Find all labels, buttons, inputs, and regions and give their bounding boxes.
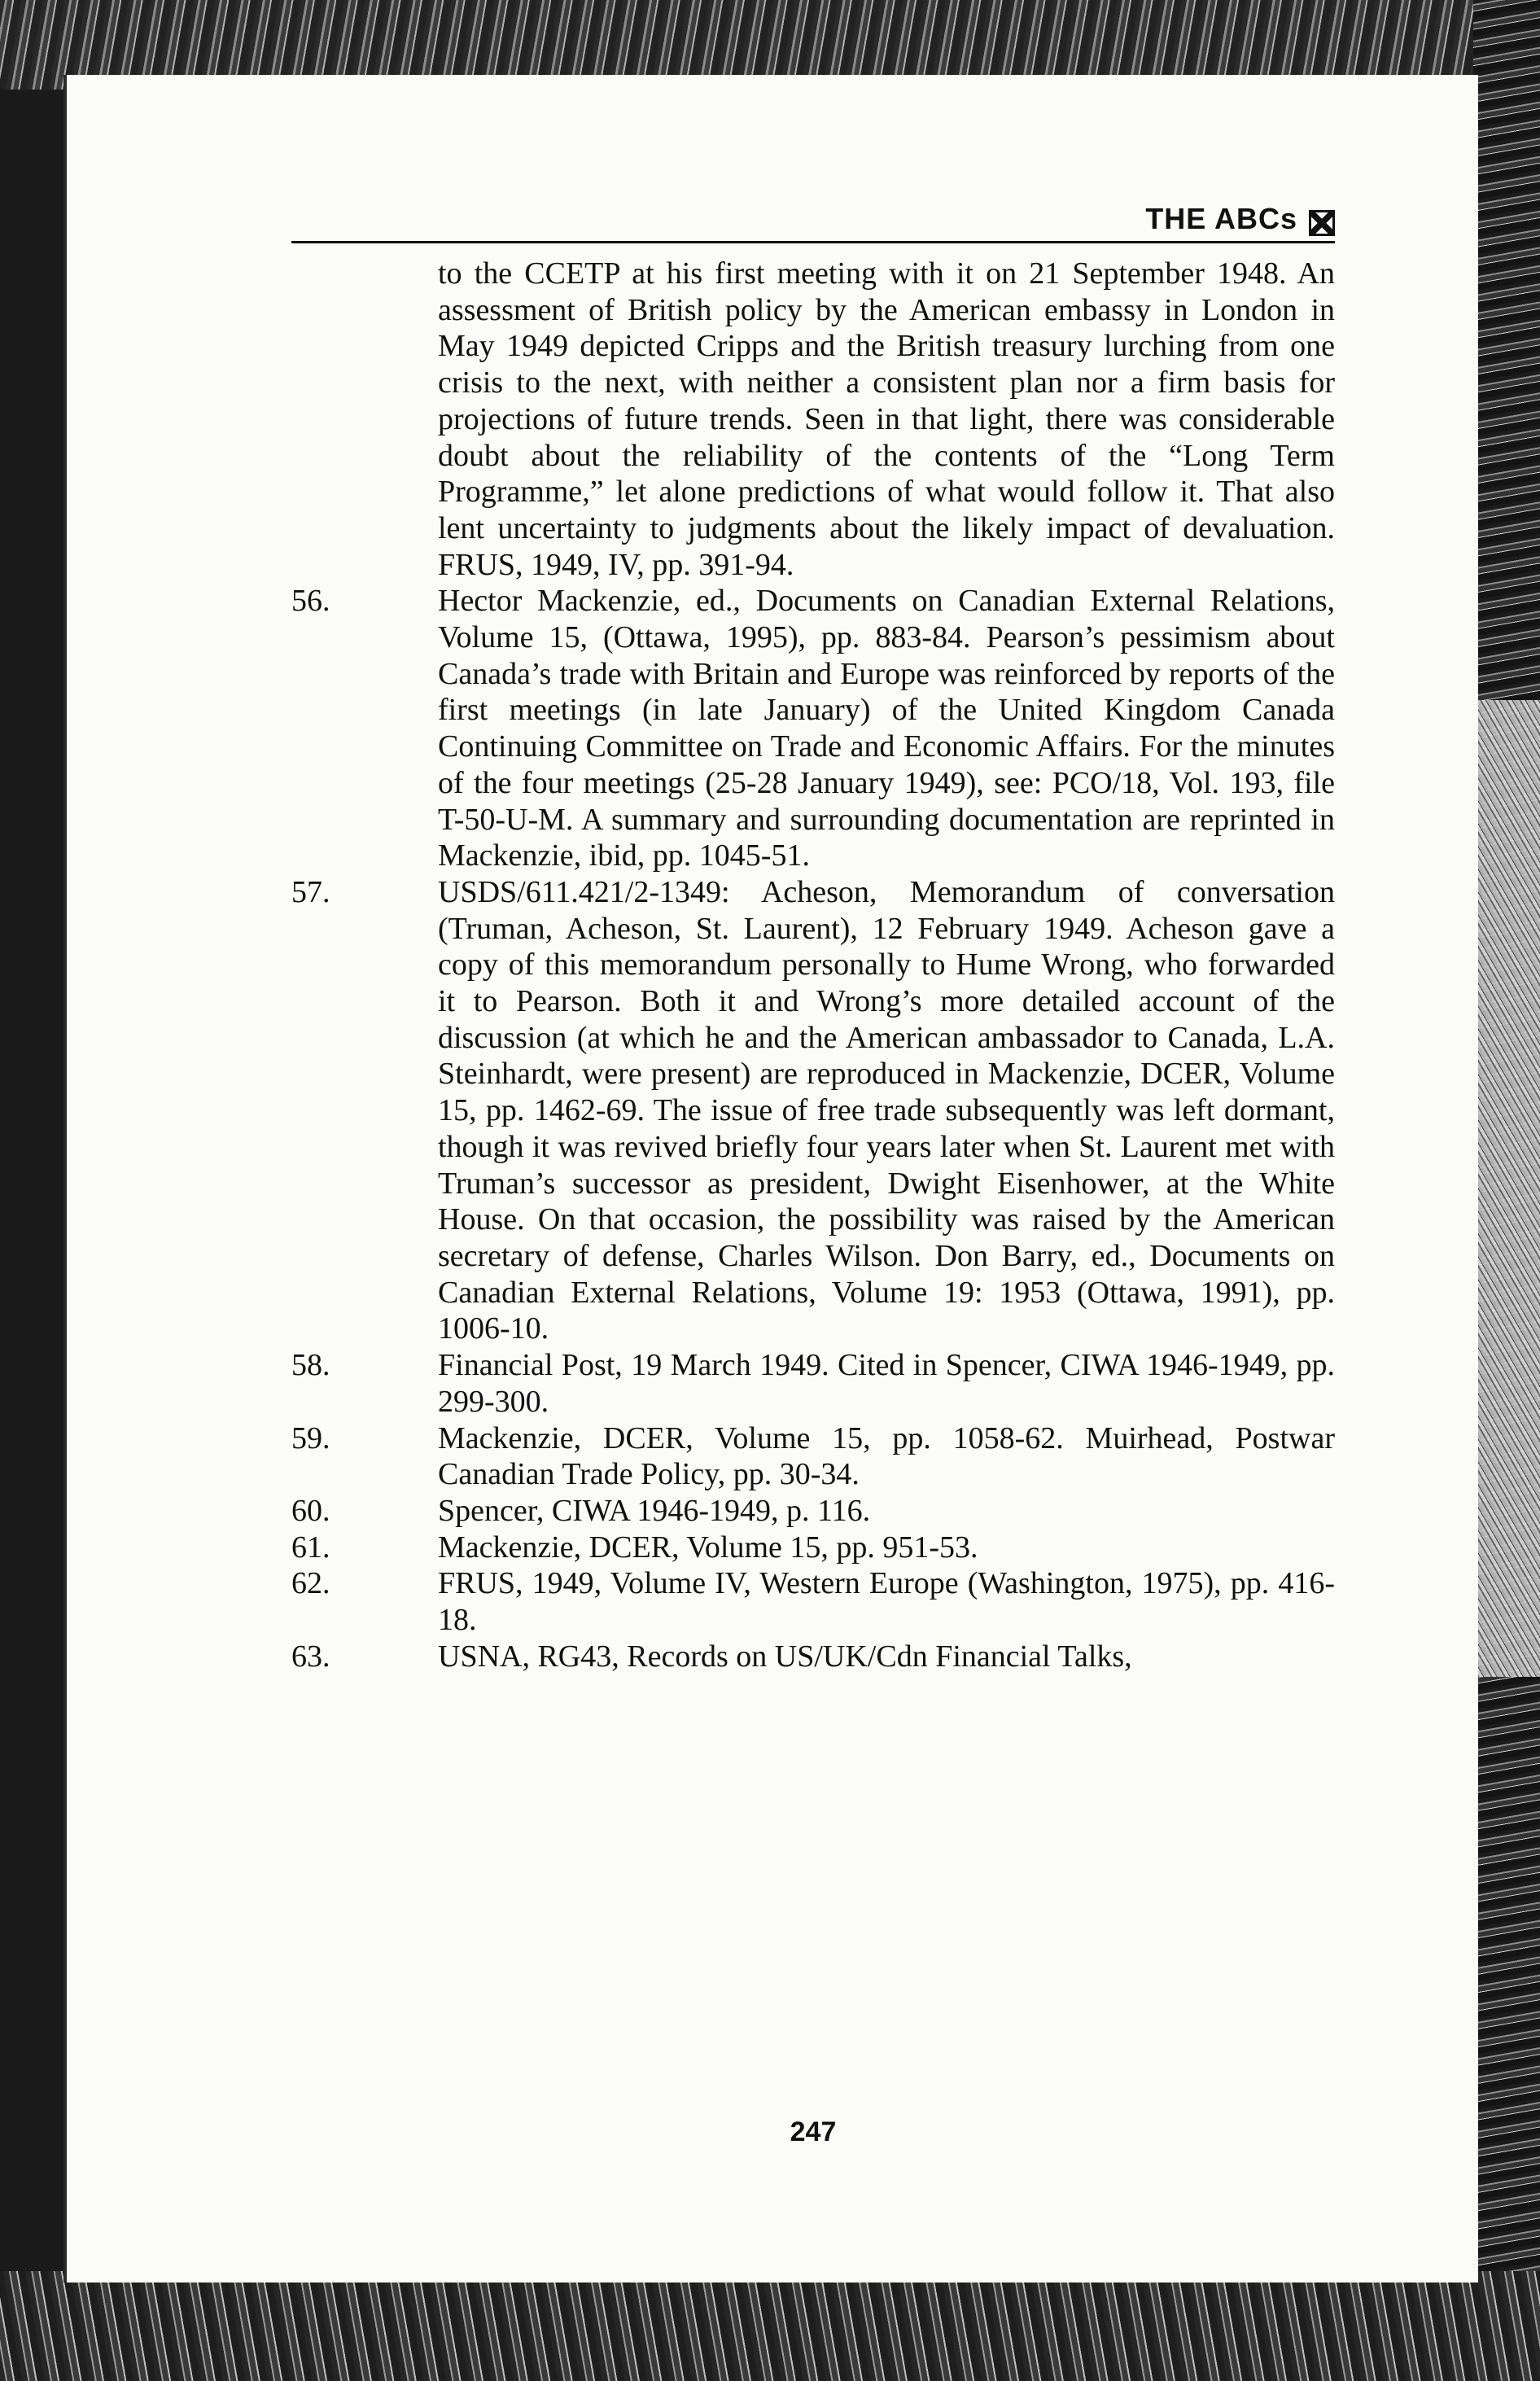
endnote-text: Financial Post, 19 March 1949. Cited in Spencer, CIWA 1946-1949, pp. 299-300. — [438, 1348, 1335, 1419]
endnote-57 — [291, 874, 1335, 1347]
endnote-text: Spencer, CIWA 1946-1949, p. 116. — [438, 1493, 871, 1528]
endnote-63 — [291, 1639, 1335, 1675]
endnote-59 — [291, 1420, 1335, 1493]
endnote-number: 62. — [291, 1566, 330, 1601]
scan-noise-right — [1475, 700, 1540, 1677]
endnote-number: 58. — [291, 1348, 330, 1383]
endnote-number: 57. — [291, 874, 330, 909]
endnote-text: Mackenzie, DCER, Volume 15, pp. 1058-62. Muirhead, Postwar Canadian Trade Policy, pp. 30-34. — [438, 1420, 1335, 1492]
endnote-number: 56. — [291, 584, 330, 619]
endnote-number: 63. — [291, 1639, 330, 1674]
endnote-number: 61. — [291, 1530, 330, 1565]
endnote-text: FRUS, 1949, Volume IV, Western Europe (Washington, 1975), pp. 416-18. — [438, 1566, 1335, 1638]
scan-border-bottom — [0, 2271, 1540, 2381]
page-number: 247 — [790, 2116, 837, 2147]
endnote-number: 59. — [291, 1420, 330, 1455]
running-title: THE ABCs — [1145, 202, 1297, 235]
note-continuation: to the CCETP at his first meeting with it on 21 September 1948. An assessment of British policy by the American embassy in London in May 1949 depicted Cripps and the British treasury lurching from one crisis to the next, with neither a consistent plan nor a firm basis for projections of future trends. Seen in that light, there was considerable doubt about the reliability of the contents of the “Long Term Programme,” let alone predictions of what would follow it. That also lent uncertainty to judgments about the likely impact of devaluation. FRUS, 1949, IV, pp. 391-94. — [438, 256, 1335, 582]
running-head — [291, 195, 1335, 236]
chapter-ornament-icon — [1309, 210, 1335, 236]
endnote-text: USNA, RG43, Records on US/UK/Cdn Financial Talks, — [438, 1639, 1132, 1674]
endnote-62 — [291, 1565, 1335, 1638]
endnote-text: Hector Mackenzie, ed., Documents on Canadian External Relations, Volume 15, (Ottawa, 1995), pp. 883-84. Pearson’s pessimism about Canada’s trade with Britain and Europe was reinforced by reports of the first meetings (in late January) of the United Kingdom Canada Continuing Committee on Trade and Economic Affairs. For the minutes of the four meetings (25-28 January 1949), see: PCO/18, Vol. 193, file T-50-U-M. A summary and surrounding documentation are reprinted in Mackenzie, ibid, pp. 1045-51. — [438, 584, 1335, 873]
endnote-61 — [291, 1530, 1335, 1566]
endnote-56 — [291, 583, 1335, 874]
endnote-number: 60. — [291, 1493, 330, 1528]
endnote-60 — [291, 1493, 1335, 1530]
endnote-58 — [291, 1347, 1335, 1420]
endnote-text: USDS/611.421/2-1349: Acheson, Memorandum of conversation (Truman, Acheson, St. Laurent), 12 February 1949. Acheson gave a copy of this memorandum personally to Hume Wrong, who forwarded it to Pearson. Both it and Wrong’s more detailed account of the discussion (at which he and the American ambassador to Canada, L.A. Steinhardt, were present) are reproduced in Mackenzie, DCER, Volume 15, pp. 1462-69. The issue of free trade subsequently was left dormant, though it was revived briefly four years later when St. Laurent met with Truman’s successor as president, Dwight Eisenhower, at the White House. On that occasion, the possibility was raised by the American secretary of defense, Charles Wilson. Don Barry, ed., Documents on Canadian External Relations, Volume 19: 1953 (Ottawa, 1991), pp. 1006-10. — [438, 874, 1335, 1346]
endnote-text: Mackenzie, DCER, Volume 15, pp. 951-53. — [438, 1530, 978, 1565]
endnotes-body — [291, 256, 1335, 1674]
book-page — [63, 75, 1478, 2283]
header-rule — [291, 241, 1335, 243]
